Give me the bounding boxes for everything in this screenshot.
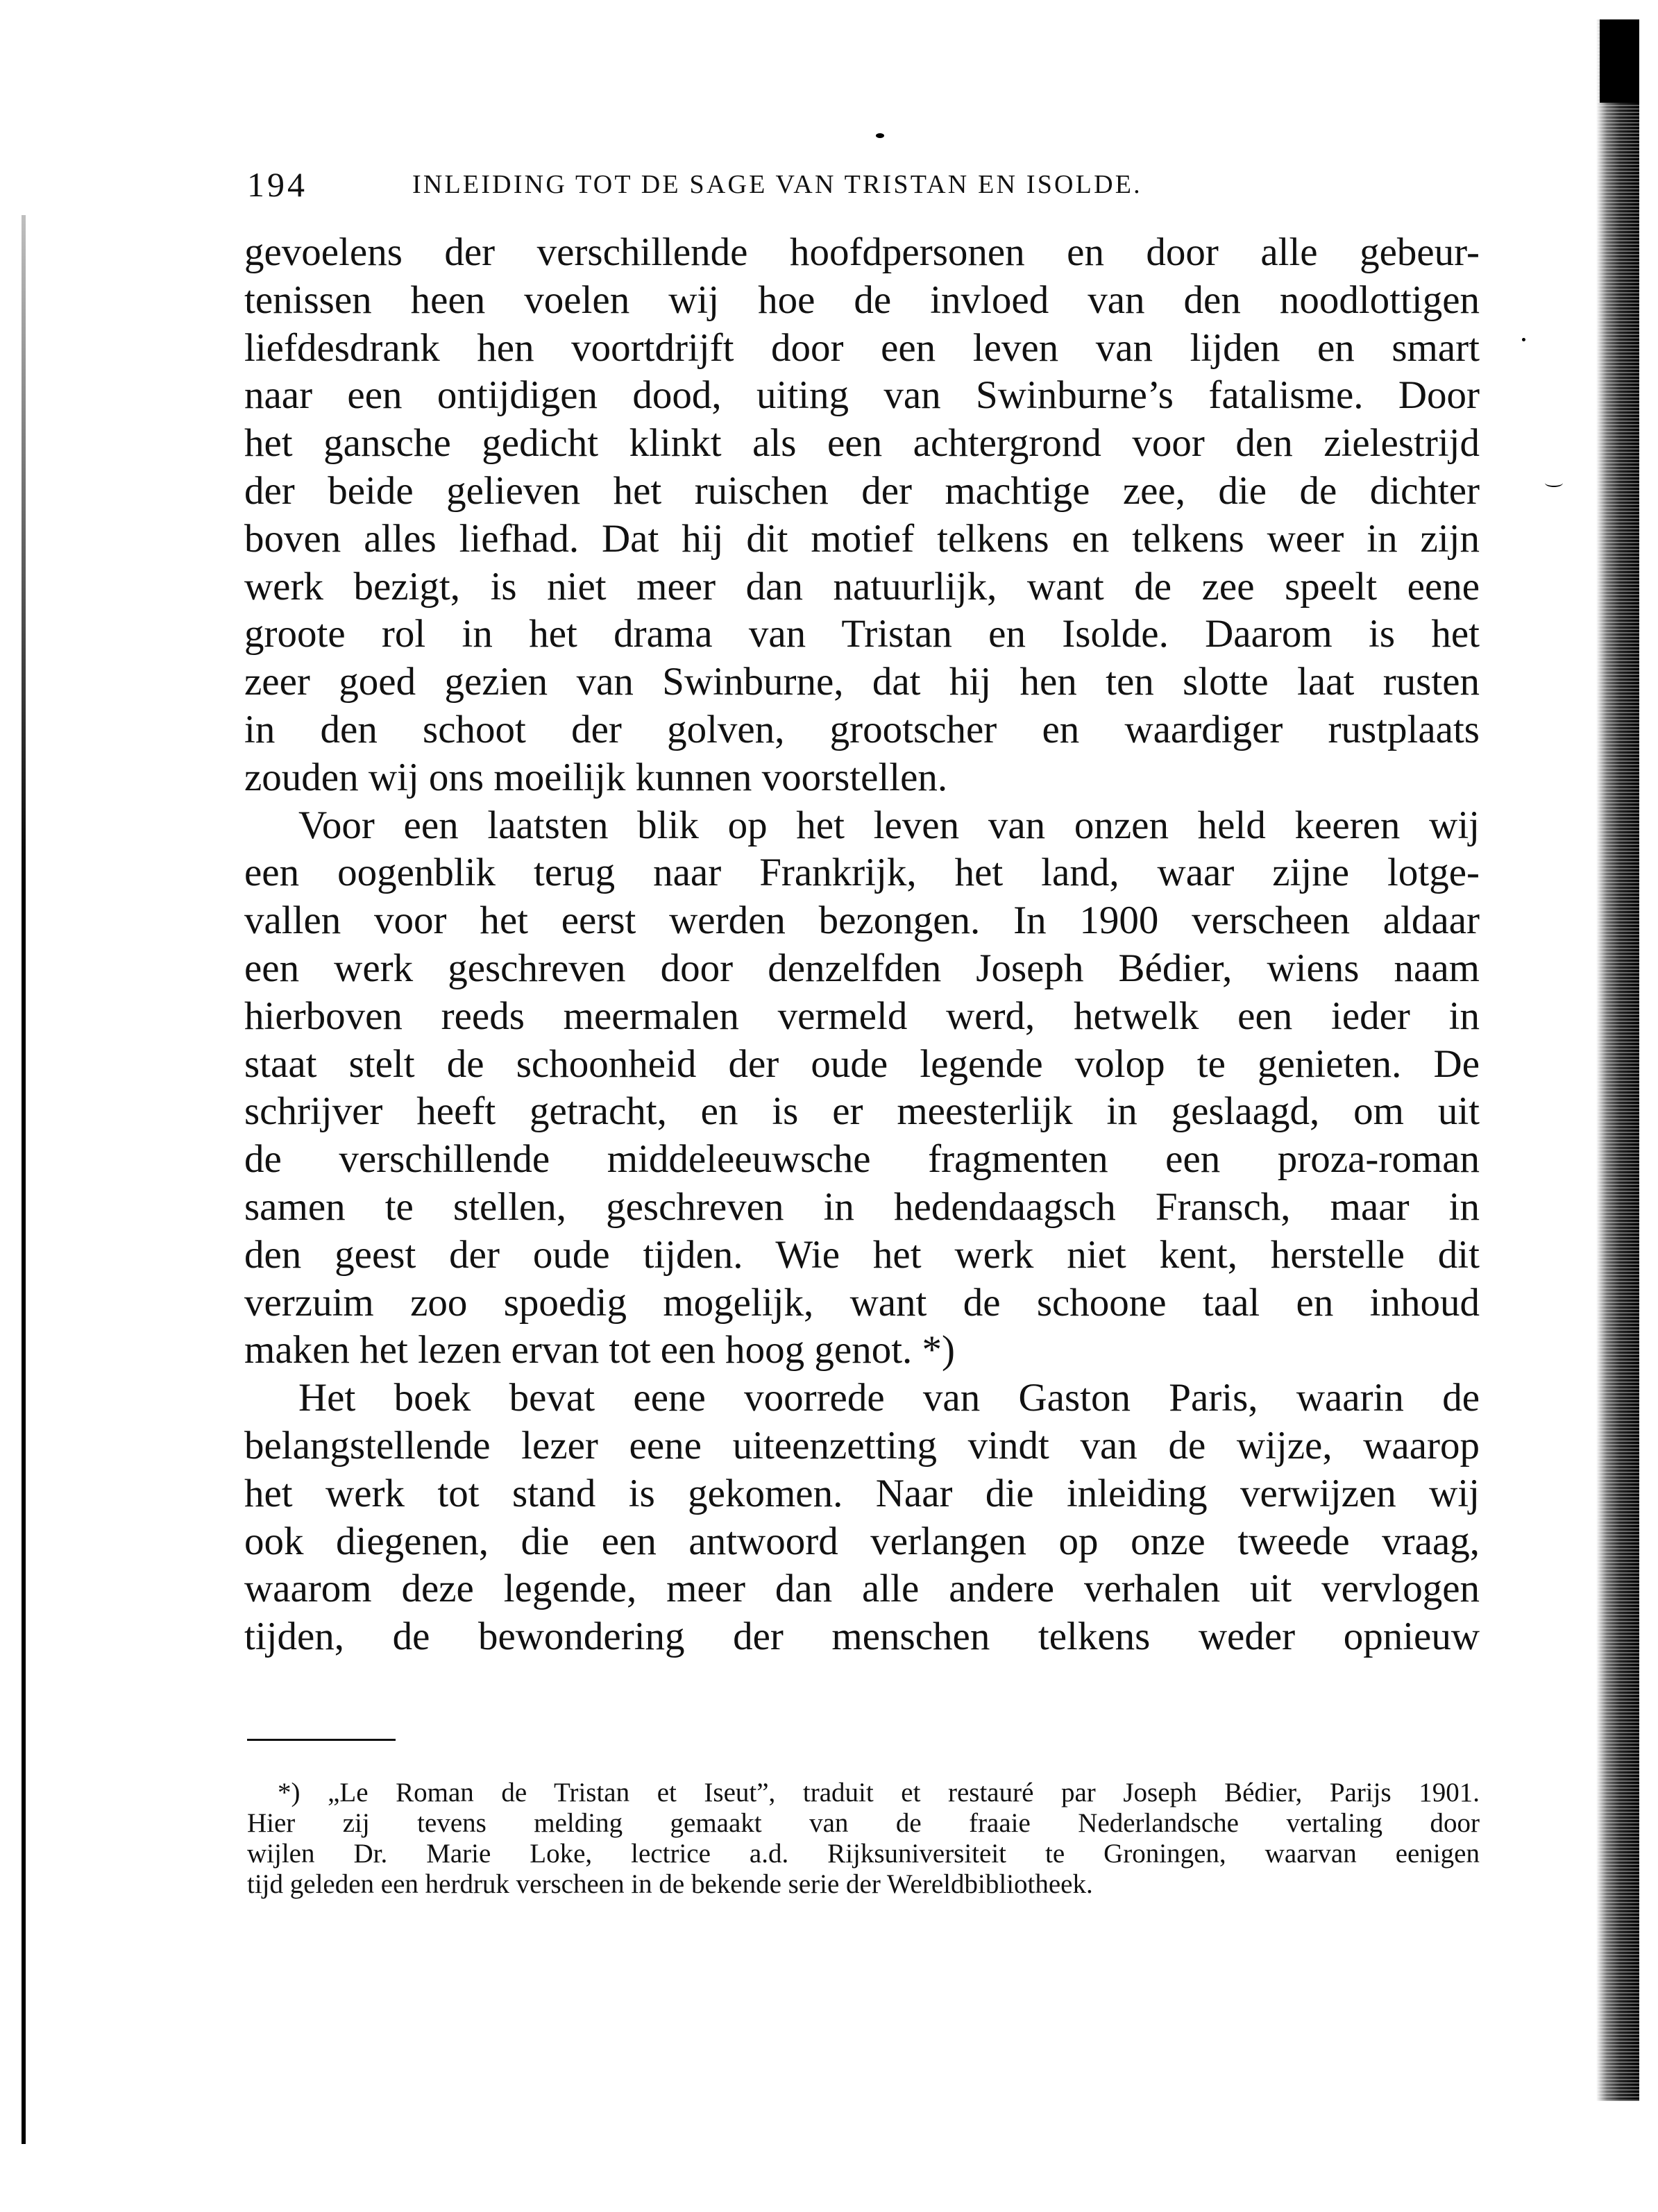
- footnote: [247, 1778, 1480, 1900]
- scan-mark: [1545, 479, 1563, 487]
- text-line: samen te stellen, geschreven in hedendaagsch Fransch, maar in: [244, 1184, 1480, 1229]
- text-line: belangstellende lezer eene uiteenzetting vindt van de wijze, waarop: [244, 1423, 1480, 1467]
- paragraph: [244, 802, 1480, 1375]
- text-line: tijden, de bewondering der menschen telkens weder opnieuw: [244, 1615, 1480, 1659]
- text-line: staat stelt de schoonheid der oude legende volop te genieten. De: [244, 1041, 1480, 1086]
- scan-right-gutter-shadow: [1596, 19, 1639, 2101]
- paragraph: [244, 1375, 1480, 1661]
- text-line: Het boek bevat eene voorrede van Gaston Paris, waarin de: [298, 1376, 1480, 1420]
- footnote-rule: [247, 1739, 396, 1741]
- text-line: het gansche gedicht klinkt als een achtergrond voor den zielestrijd: [244, 421, 1480, 466]
- text-line: een werk geschreven door denzelfden Joseph Bédier, wiens naam: [244, 946, 1480, 990]
- text-line: Voor een laatsten blik op het leven van onzen held keeren wij: [298, 803, 1480, 847]
- text-line: werk bezigt, is niet meer dan natuurlijk, want de zee speelt eene: [244, 564, 1480, 609]
- text-line: het werk tot stand is gekomen. Naar die inleiding verwijzen wij: [244, 1471, 1480, 1515]
- footnote-line: *) „Le Roman de Tristan et Iseut”, traduit et restauré par Joseph Bédier, Parijs 1901.: [278, 1778, 1480, 1807]
- text-line: der beide gelieven het ruischen der machtige zee, die de dichter: [244, 468, 1480, 513]
- running-head-title: INLEIDING TOT DE SAGE VAN TRISTAN EN ISOLDE.: [412, 170, 1142, 199]
- text-line: groote rol in het drama van Tristan en Isolde. Daarom is het: [244, 612, 1480, 656]
- text-line: liefdesdrank hen voortdrijft door een leven van lijden en smart: [244, 325, 1480, 370]
- text-line: schrijver heeft getracht, en is er meesterlijk in geslaagd, om uit: [244, 1089, 1480, 1134]
- scan-speck: [1522, 338, 1525, 341]
- text-line: boven alles liefhad. Dat hij dit motief telkens en telkens weer in zijn: [244, 516, 1480, 561]
- text-line: naar een ontijdigen dood, uiting van Swinburne’s fatalisme. Door: [244, 373, 1480, 418]
- text-line-with-footnote-ref: maken het lezen ervan tot een hoog genot. *): [244, 1328, 956, 1372]
- text-line: tenissen heen voelen wij hoe de invloed van den noodlottigen: [244, 278, 1480, 322]
- footnote-line: tijd geleden een herdruk verscheen in de bekende serie der Wereldbibliotheek.: [247, 1869, 1093, 1899]
- footnote-line: Hier zij tevens melding gemaakt van de fraaie Nederlandsche vertaling door: [247, 1808, 1480, 1838]
- text-line: vallen voor het eerst werden bezongen. In 1900 verscheen aldaar: [244, 899, 1480, 943]
- text-line: waarom deze legende, meer dan alle andere verhalen uit vervlogen: [244, 1567, 1480, 1611]
- text-line: een oogenblik terug naar Frankrijk, het land, waar zijne lotge-: [244, 851, 1480, 895]
- text-line: in den schoot der golven, grootscher en waardiger rustplaats: [244, 707, 1480, 751]
- footnote-line: wijlen Dr. Marie Loke, lectrice a.d. Rijksuniversiteit te Groningen, waarvan eenigen: [247, 1839, 1480, 1869]
- text-line: zouden wij ons moeilijk kunnen voorstellen.: [244, 755, 948, 799]
- text-line: gevoelens der verschillende hoofdpersonen en door alle gebeur-: [244, 230, 1480, 274]
- text-line: verzuim zoo spoedig mogelijk, want de schoone taal en inhoud: [244, 1280, 1480, 1325]
- scan-left-edge: [22, 215, 26, 2144]
- text-line: de verschillende middeleeuwsche fragmenten een proza-roman: [244, 1137, 1480, 1182]
- paragraph: [244, 229, 1480, 802]
- text-line: hierboven reeds meermalen vermeld werd, hetwelk een ieder in: [244, 994, 1480, 1038]
- scan-speck: [876, 133, 884, 138]
- running-head: [247, 164, 1357, 205]
- page-number: 194: [247, 165, 307, 204]
- body-text: [244, 229, 1480, 1661]
- scan-right-gutter-top: [1600, 19, 1639, 103]
- text-line: ook diegenen, die een antwoord verlangen op onze tweede vraag,: [244, 1519, 1480, 1563]
- text-line: den geest der oude tijden. Wie het werk niet kent, herstelle dit: [244, 1232, 1480, 1277]
- text-line: zeer goed gezien van Swinburne, dat hij hen ten slotte laat rusten: [244, 660, 1480, 704]
